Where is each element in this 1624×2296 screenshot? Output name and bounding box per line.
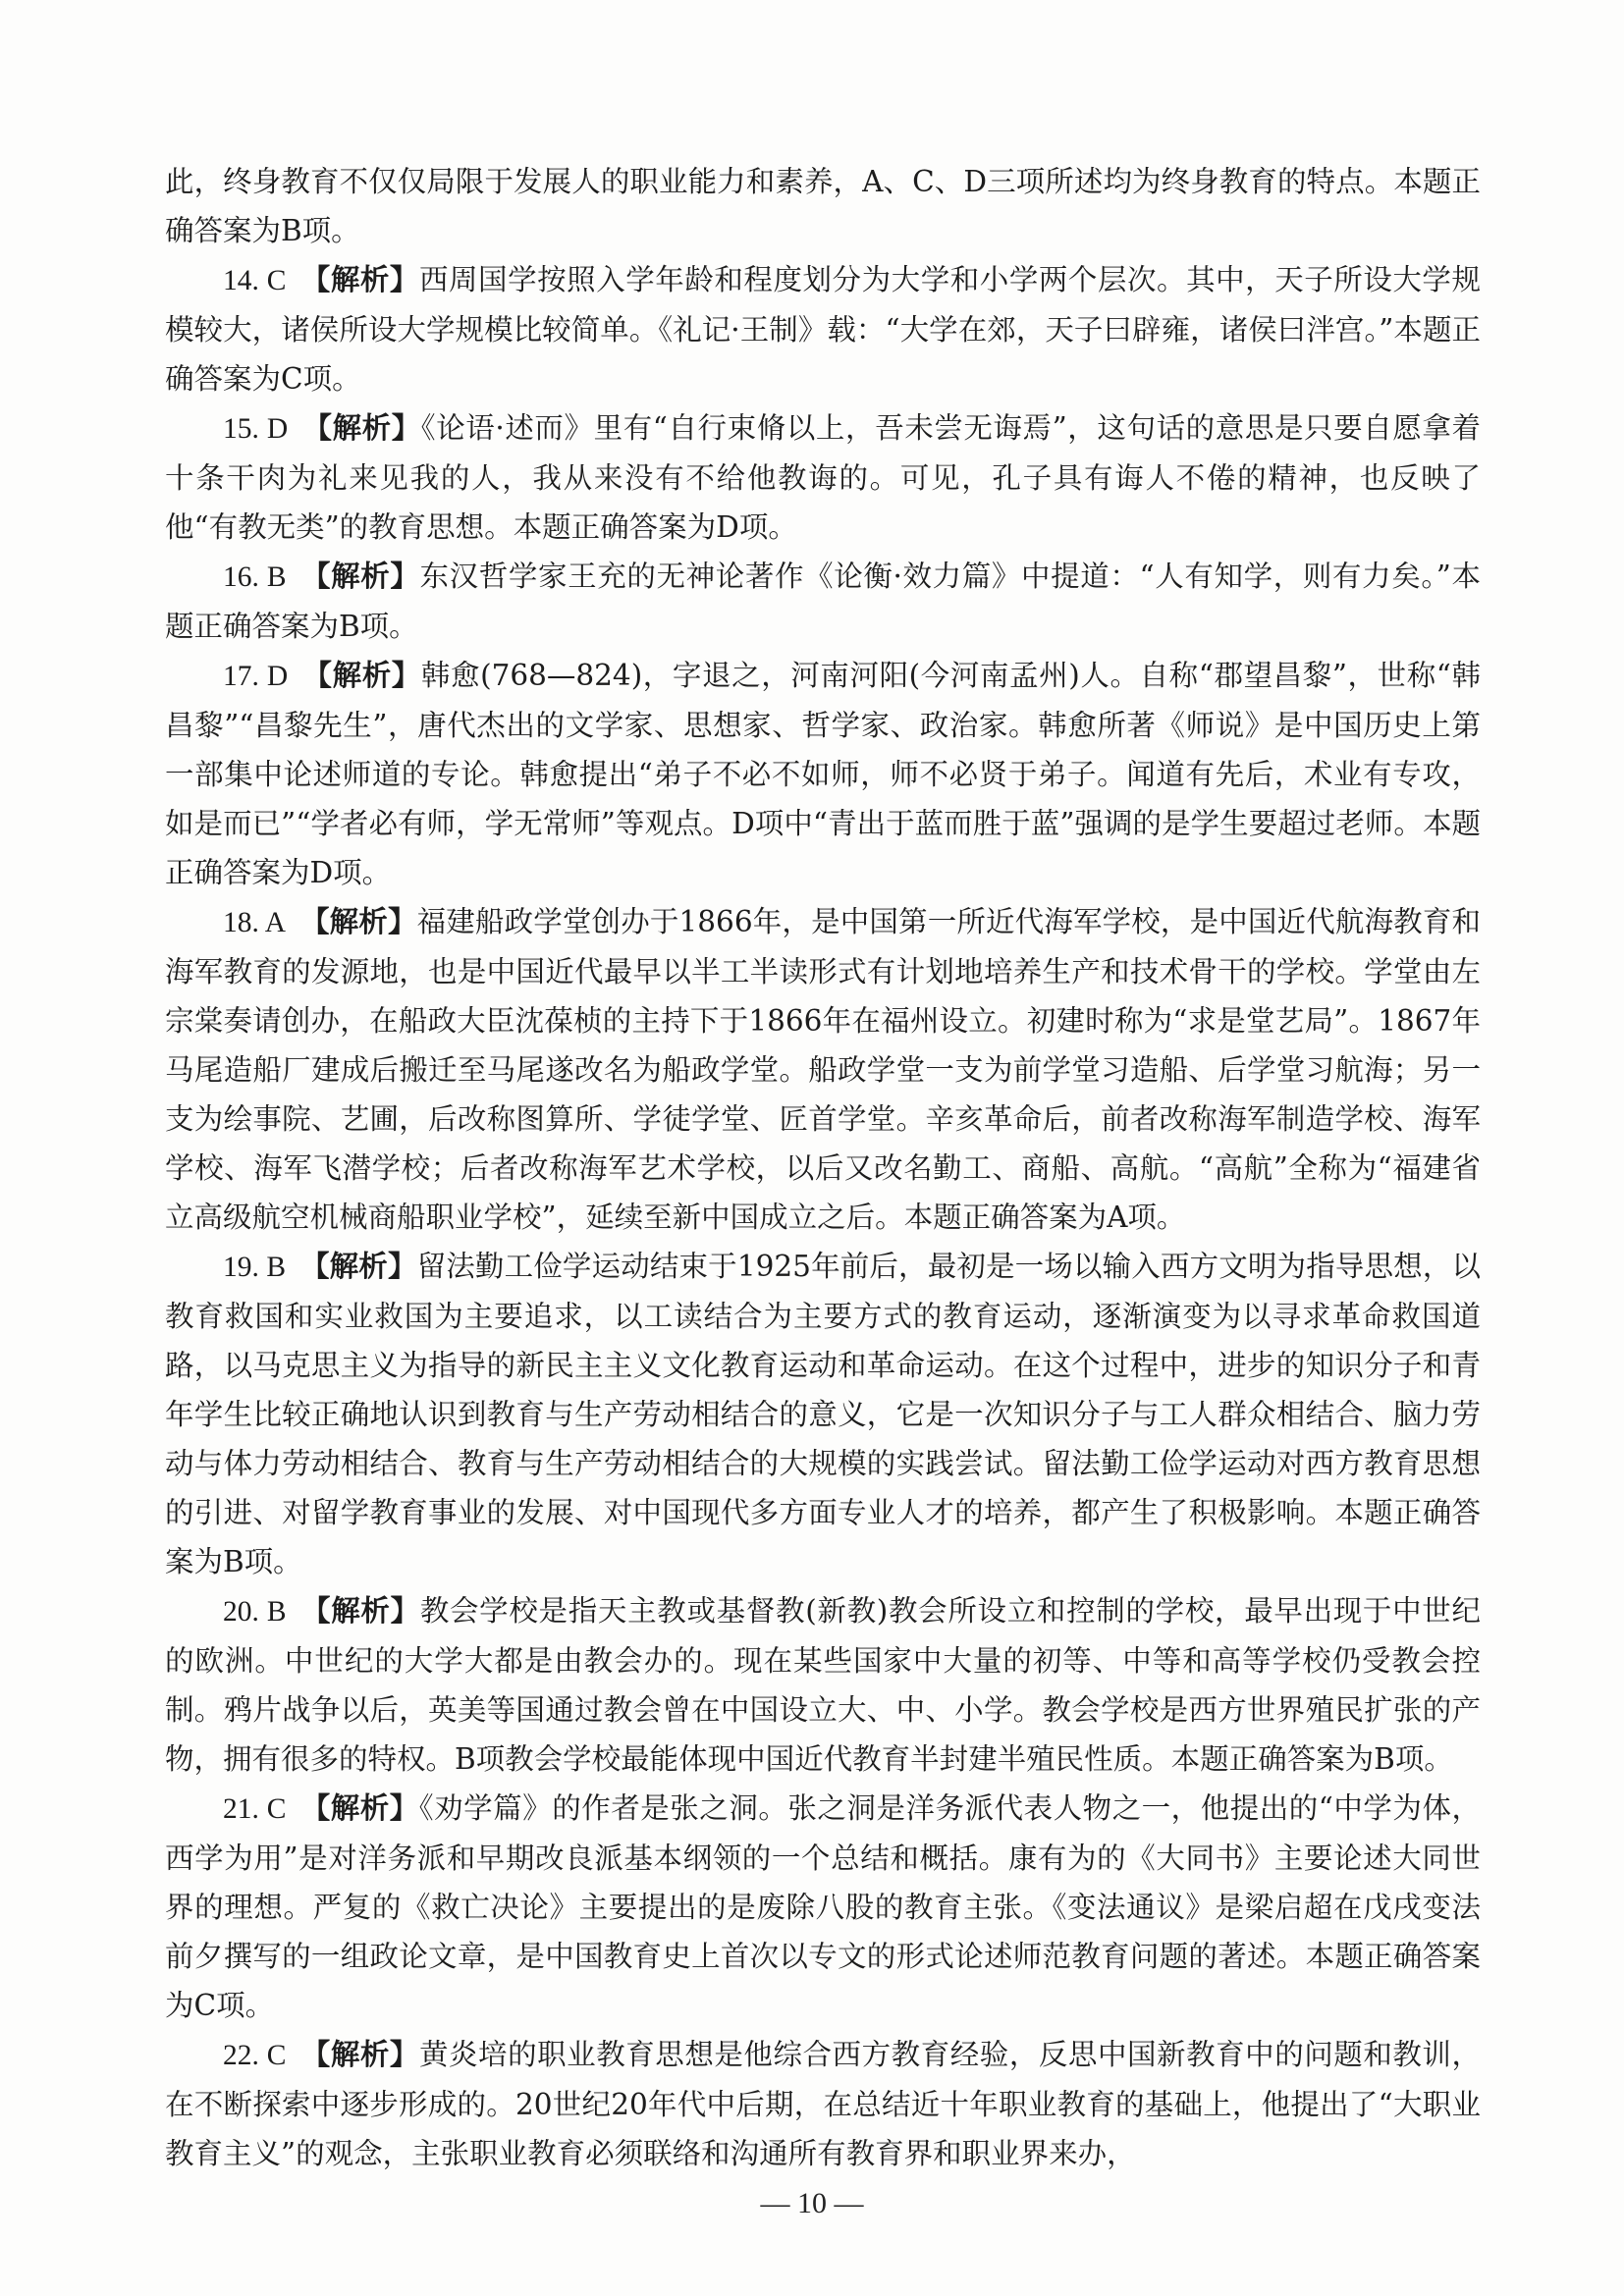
answer-explanations — [165, 157, 1481, 2178]
answer-item-16 — [165, 552, 1481, 651]
answer-item-15 — [165, 403, 1481, 552]
answer-number: 19. B — [223, 1252, 287, 1283]
analysis-text: 教会学校是指天主教或基督教(新教)教会所设立和控制的学校，最早出现于中世纪的欧洲。中世纪的大学大都是由教会办的。现在某些国家中大量的初等、中等和高等学校仍受教会控制。鸦片战争以后，英美等国通过教会曾在中国设立大、中、小学。教会学校是西方世界殖民扩张的产物，拥有很多的特权。B项教会学校最能体现中国近代教育半封建半殖民性质。本题正确答案为B项。 — [165, 1594, 1481, 1776]
analysis-tag: 【解析】 — [301, 411, 421, 445]
answer-number: 22. C — [223, 2040, 287, 2071]
answer-item-18 — [165, 897, 1481, 1242]
analysis-text: 《劝学篇》的作者是张之洞。张之洞是洋务派代表人物之一，他提出的“中学为体，西学为用”是对洋务派和早期改良派基本纲领的一个总结和概括。康有为的《大同书》主要论述大同世界的理想。严复的《救亡决论》主要提出的是废除八股的教育主张。《变法通议》是梁启超在戊戌变法前夕撰写的一组政论文章，是中国教育史上首次以专文的形式论述师范教育问题的著述。本题正确答案为C项。 — [165, 1791, 1481, 2022]
answer-item-14 — [165, 255, 1481, 403]
analysis-text: 福建船政学堂创办于1866年，是中国第一所近代海军学校，是中国近代航海教育和海军教育的发源地，也是中国近代最早以半工半读形式有计划地培养生产和技术骨干的学校。学堂由左宗棠奏请创办，在船政大臣沈葆桢的主持下于1866年在福州设立。初建时称为“求是堂艺局”。1867年马尾造船厂建成后搬迁至马尾遂改名为船政学堂。船政学堂一支为前学堂习造船、后学堂习航海；另一支为绘事院、艺圃，后改称图算所、学徒学堂、匠首学堂。辛亥革命后，前者改称海军制造学校、海军学校、海军飞潜学校；后者改称海军艺术学校，以后又改名勤工、商船、高航。“高航”全称为“福建省立高级航空机械商船职业学校”，延续至新中国成立之后。本题正确答案为A项。 — [165, 905, 1481, 1234]
analysis-text: 西周国学按照入学年龄和程度划分为大学和小学两个层次。其中，天子所设大学规模较大，诸侯所设大学规模比较简单。《礼记·王制》载：“大学在郊，天子曰辟雍，诸侯曰泮宫。”本题正确答案为C项。 — [165, 263, 1481, 396]
answer-number: 21. C — [223, 1793, 287, 1825]
answer-item-21 — [165, 1784, 1481, 2030]
analysis-tag: 【解析】 — [300, 1594, 420, 1628]
answer-number: 20. B — [223, 1596, 287, 1628]
answer-item-19 — [165, 1242, 1481, 1586]
answer-item-20 — [165, 1586, 1481, 1784]
answer-number: 14. C — [223, 265, 287, 296]
analysis-tag: 【解析】 — [299, 1250, 417, 1283]
analysis-tag: 【解析】 — [299, 905, 417, 938]
analysis-text: 韩愈(768—824)，字退之，河南河阳(今河南孟州)人。自称“郡望昌黎”，世称“韩昌黎”“昌黎先生”，唐代杰出的文学家、思想家、哲学家、政治家。韩愈所著《师说》是中国历史上第一部集中论述师道的专论。韩愈提出“弟子不必不如师，师不必贤于弟子。闻道有先后，术业有专攻，如是而已”“学者必有师，学无常师”等观点。D项中“青出于蓝而胜于蓝”强调的是学生要超过老师。本题正确答案为D项。 — [165, 659, 1481, 889]
analysis-text: 东汉哲学家王充的无神论著作《论衡·效力篇》中提道：“人有知学，则有力矣。”本题正确答案为B项。 — [165, 560, 1481, 643]
answer-number: 18. A — [223, 907, 287, 938]
answer-number: 16. B — [223, 561, 287, 593]
analysis-tag: 【解析】 — [300, 1791, 419, 1825]
analysis-tag: 【解析】 — [301, 659, 421, 692]
analysis-text: 留法勤工俭学运动结束于1925年前后，最初是一场以输入西方文明为指导思想，以教育救国和实业救国为主要追求，以工读结合为主要方式的教育运动，逐渐演变为以寻求革命救国道路，以马克思主义为指导的新民主主义文化教育运动和革命运动。在这个过程中，进步的知识分子和青年学生比较正确地认识到教育与生产劳动相结合的意义，它是一次知识分子与工人群众相结合、脑力劳动与体力劳动相结合、教育与生产劳动相结合的大规模的实践尝试。留法勤工俭学运动对西方教育思想的引进、对留学教育事业的发展、对中国现代多方面专业人才的培养，都产生了积极影响。本题正确答案为B项。 — [165, 1250, 1481, 1578]
answer-item-17 — [165, 651, 1481, 897]
analysis-tag: 【解析】 — [300, 263, 419, 296]
analysis-text: 《论语·述而》里有“自行束脩以上，吾未尝无诲焉”，这句话的意思是只要自愿拿着十条干肉为礼来见我的人，我从来没有不给他教诲的。可见，孔子具有诲人不倦的精神，也反映了他“有教无类”的教育思想。本题正确答案为D项。 — [165, 411, 1481, 544]
page-number: — 10 — — [760, 2187, 864, 2219]
analysis-tag: 【解析】 — [300, 560, 420, 593]
answer-item-22 — [165, 2030, 1481, 2178]
answer-number: 15. D — [223, 413, 289, 445]
intro-paragraph: 此，终身教育不仅仅局限于发展人的职业能力和素养，A、C、D三项所述均为终身教育的特点。本题正确答案为B项。 — [165, 165, 1481, 247]
answer-number: 17. D — [223, 661, 289, 692]
analysis-text: 黄炎培的职业教育思想是他综合西方教育经验，反思中国新教育中的问题和教训，在不断探索中逐步形成的。20世纪20年代中后期，在总结近十年职业教育的基础上，他提出了“大职业教育主义”的观念，主张职业教育必须联络和沟通所有教育界和职业界来办， — [165, 2038, 1481, 2170]
analysis-tag: 【解析】 — [300, 2038, 419, 2071]
